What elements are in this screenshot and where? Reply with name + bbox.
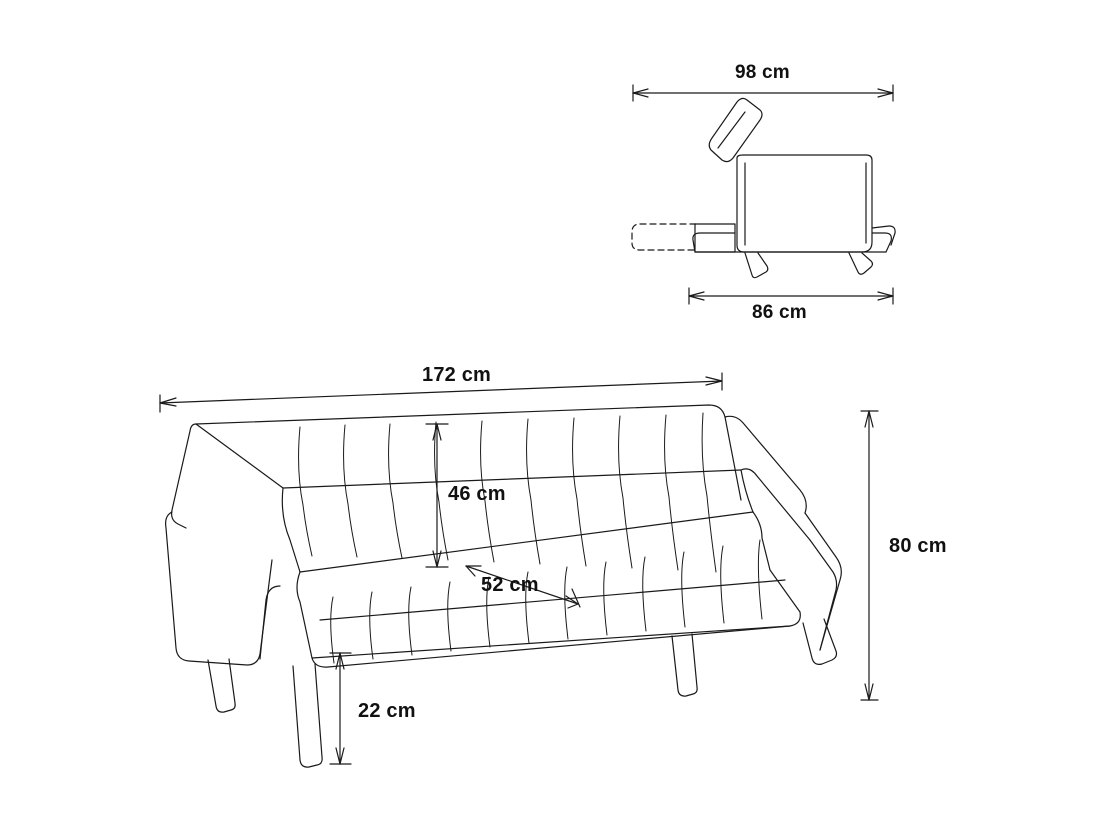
dimension-label-172cm: 172 cm: [422, 364, 492, 386]
side-view-extension-dashed: [632, 224, 696, 250]
dimension-22cm: [330, 653, 351, 764]
dimension-98cm: [633, 85, 893, 101]
dimension-label-52cm: 52 cm: [481, 574, 539, 596]
side-view-arm-extension: [872, 226, 895, 245]
seat-channels: [331, 540, 762, 663]
side-view-backrest: [709, 98, 762, 161]
dimension-label-22cm: 22 cm: [358, 700, 416, 722]
backrest-channels: [299, 413, 716, 572]
dimension-label-86cm: 86 cm: [752, 302, 807, 323]
dimension-label-80cm: 80 cm: [889, 535, 947, 557]
sofa-left-armrest: [166, 424, 283, 665]
dimension-label-98cm: 98 cm: [735, 62, 790, 83]
dimension-label-46cm: 46 cm: [448, 483, 506, 505]
sofa-seat: [297, 512, 800, 667]
dimension-46cm: [426, 424, 448, 567]
front-view-drawing: [160, 373, 878, 767]
side-view-legs: [745, 253, 873, 278]
side-view-seat-base: [693, 233, 892, 252]
sofa-front-rim: [312, 626, 790, 658]
sofa-right-armrest: [725, 416, 841, 650]
dimension-80cm: [861, 411, 878, 700]
side-view-drawing: [632, 85, 895, 304]
side-view-back-panel: [737, 155, 872, 252]
side-view-left-bracket: [695, 224, 735, 252]
sofa-legs: [208, 619, 837, 767]
